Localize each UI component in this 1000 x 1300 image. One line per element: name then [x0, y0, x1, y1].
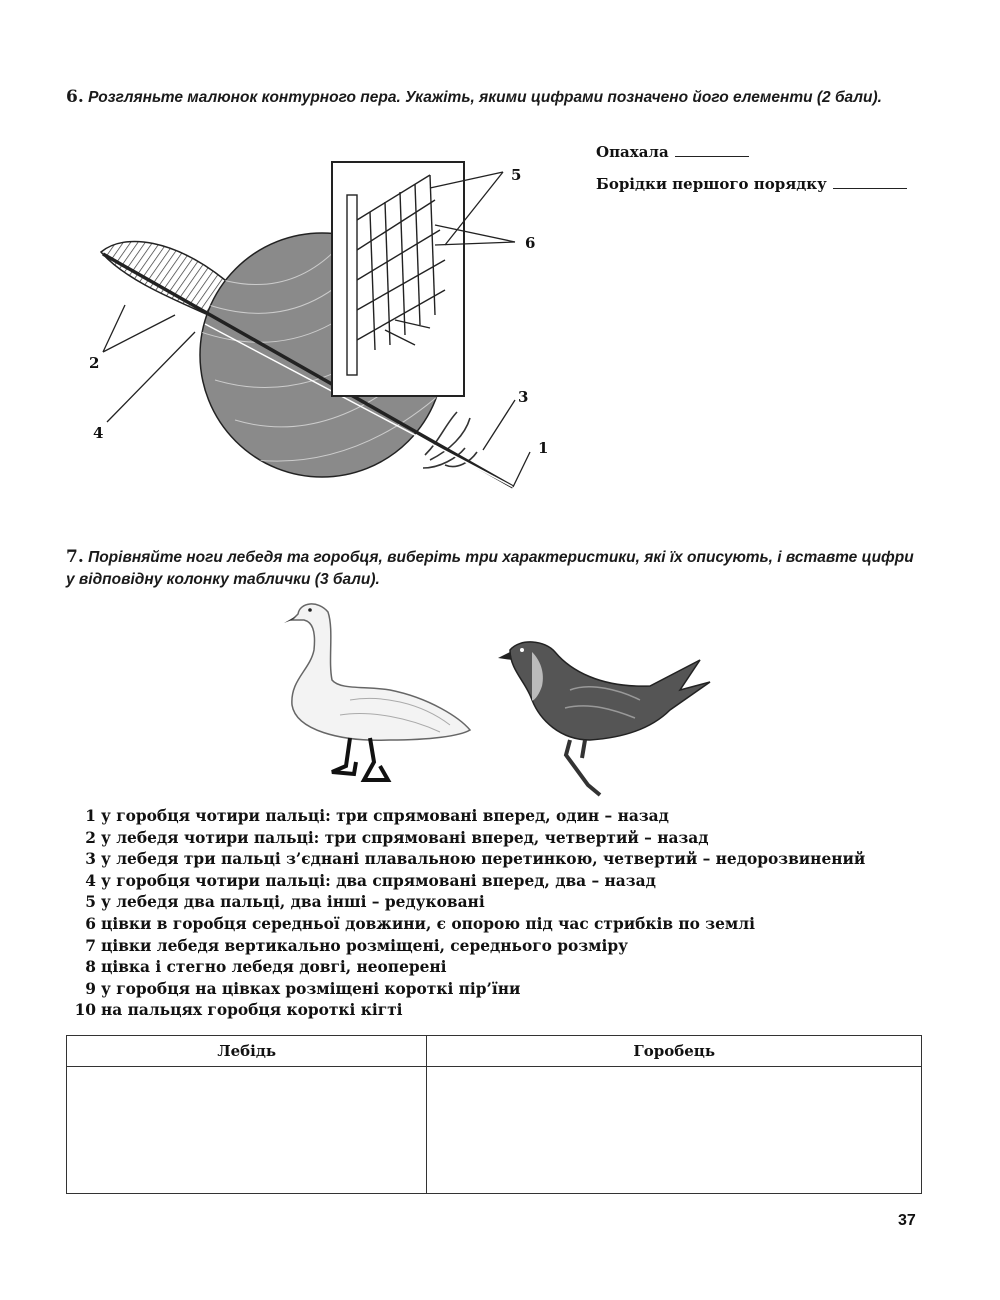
answer-vane: [596, 143, 749, 161]
task-7-prompt: [66, 546, 926, 591]
birds-illustration: [270, 590, 730, 805]
list-item: 6 цівки в горобця середньої довжини, є опорою під час стрибків по землі: [85, 914, 755, 933]
answer-vane-label: Опахала: [596, 143, 669, 161]
answer-table: [66, 1035, 922, 1194]
list-item: 1 у горобця чотири пальці: три спрямовані вперед, один – назад: [85, 807, 669, 825]
list-item: 7 цівки лебедя вертикально розміщені, середнього розміру: [85, 936, 628, 955]
task-6-text: Розгляньте малюнок контурного пера. Укажіть, якими цифрами позначено його елементи (2 бали).: [88, 89, 882, 106]
task-6-number: 6.: [66, 87, 84, 107]
sparrow-image: [498, 642, 710, 795]
task-6-prompt: [66, 86, 926, 109]
task-7-text: Порівняйте ноги лебедя та горобця, виберіть три характеристики, які їх описують, і вставте цифри у відповідну колонку таблички (3 бали).: [66, 549, 914, 588]
table-row: [67, 1067, 922, 1194]
list-item: 9 у горобця на цівках розміщені короткі пір’їни: [85, 979, 521, 998]
list-item: 10 на пальцях горобця короткі кігті: [74, 1001, 403, 1020]
table-header-row: [67, 1036, 922, 1067]
figure-label-4: 4: [93, 424, 104, 442]
answer-barbs-label: Борідки першого порядку: [596, 175, 827, 193]
answer-barbs: [596, 175, 907, 193]
characteristics-list: [72, 806, 952, 1022]
list-item: 3 у лебедя три пальці з’єднані плавальною перетинкою, четвертий – недорозвинений: [85, 850, 866, 869]
figure-label-2: 2: [89, 354, 100, 372]
answer-cell-swan[interactable]: [67, 1067, 427, 1194]
list-item: 2 у лебедя чотири пальці: три спрямовані вперед, четвертий – назад: [85, 828, 709, 847]
figure-label-6: 6: [525, 234, 536, 252]
feather-diagram: [85, 150, 555, 505]
figure-label-1: 1: [538, 439, 549, 457]
page-number: 37: [898, 1212, 916, 1229]
swan-image: [284, 604, 470, 780]
header-swan: Лебідь: [67, 1036, 427, 1067]
header-sparrow: Горобець: [427, 1036, 922, 1067]
list-item: 4 у горобця чотири пальці: два спрямовані вперед, два – назад: [85, 871, 656, 890]
figure-label-5: 5: [511, 166, 522, 184]
task-7-number: 7.: [66, 547, 84, 567]
list-item: 5 у лебедя два пальці, два інші – редуковані: [85, 893, 485, 912]
answer-vane-blank[interactable]: [675, 155, 749, 157]
figure-label-3: 3: [518, 388, 529, 406]
list-item: 8 цівка і стегно лебедя довгі, неоперені: [85, 958, 447, 977]
answer-cell-sparrow[interactable]: [427, 1067, 922, 1194]
answer-barbs-blank[interactable]: [833, 187, 907, 189]
